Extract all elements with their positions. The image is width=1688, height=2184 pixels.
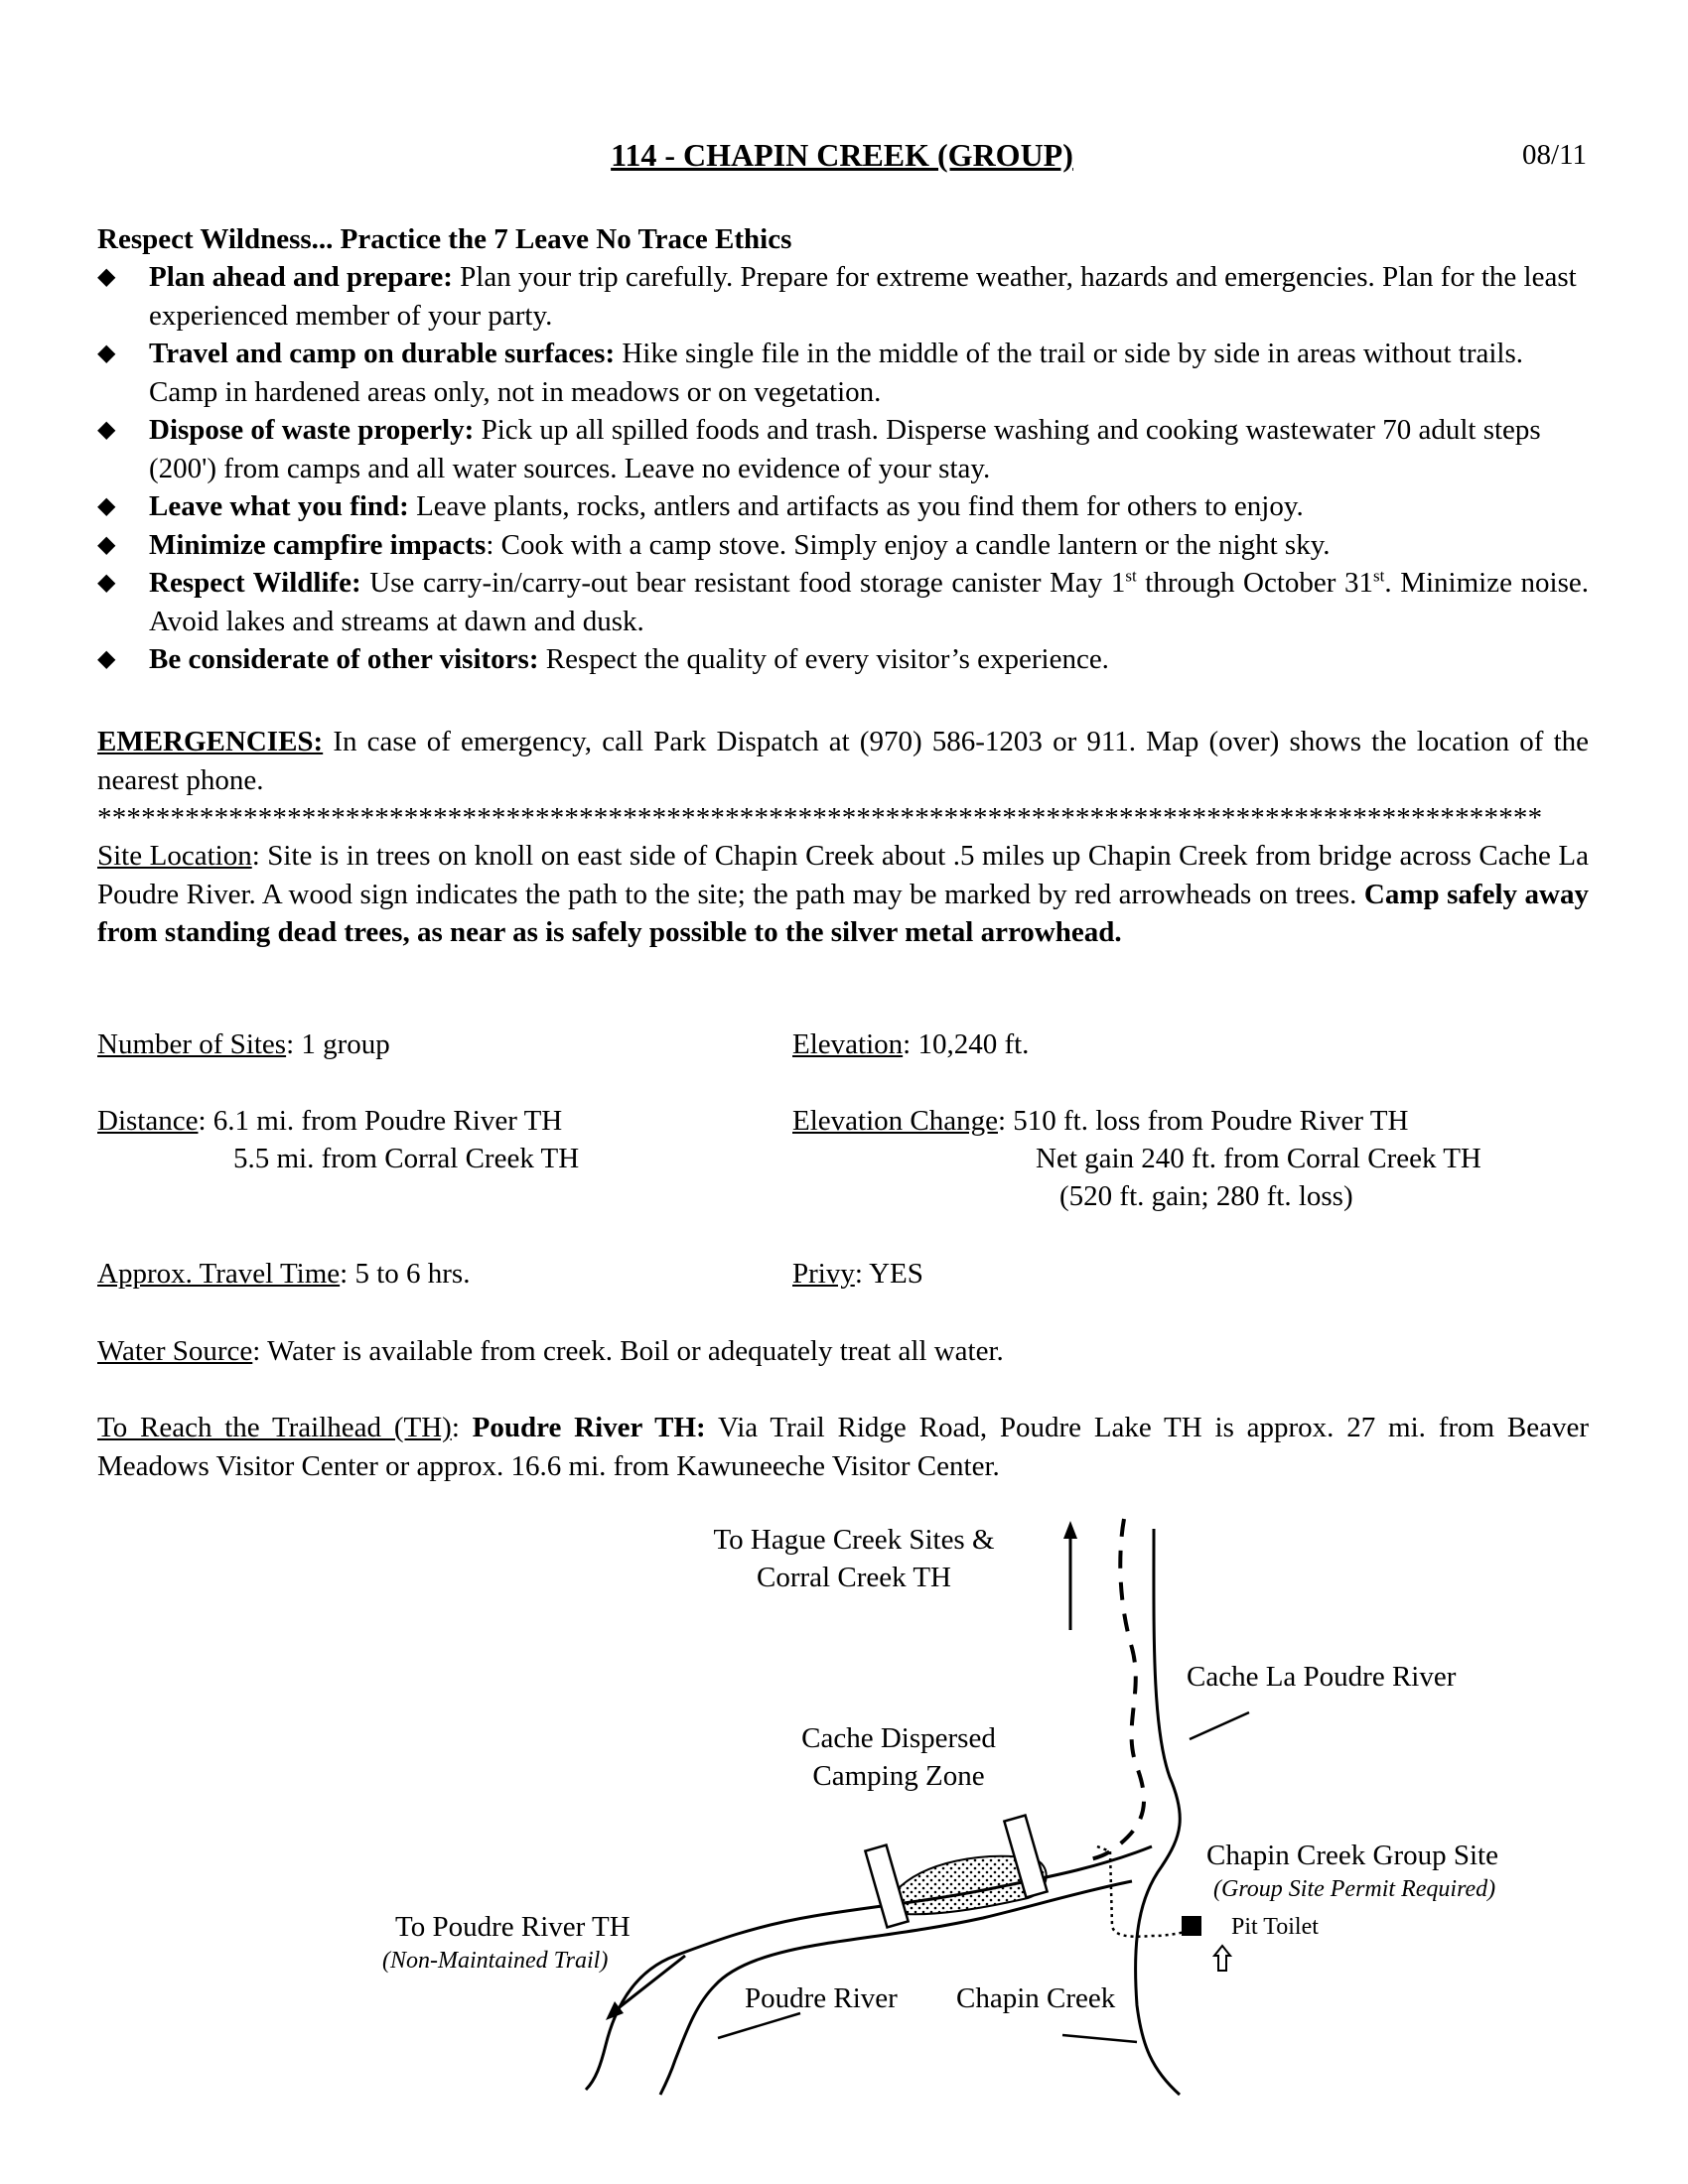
trailhead-directions xyxy=(97,1409,1589,1485)
diamond-bullet-icon: ◆ xyxy=(97,570,116,596)
ordinal-suffix: st xyxy=(1125,566,1137,586)
fact-colon: : xyxy=(451,1412,473,1443)
map-label-dispersed-zone xyxy=(755,1719,1043,1795)
elevation xyxy=(792,1025,1029,1064)
fact-label: To Reach the Trailhead (TH) xyxy=(97,1412,452,1443)
fact-value: : 6.1 mi. from Poudre River TH xyxy=(198,1105,563,1137)
fact-label: Approx. Travel Time xyxy=(97,1258,341,1290)
lnt-item xyxy=(97,640,1589,679)
site-path-dotted xyxy=(1097,1846,1190,1937)
lnt-item-label: Minimize campfire impacts xyxy=(149,528,487,561)
elevation-change-line-2: Net gain 240 ft. from Corral Creek TH xyxy=(1036,1143,1481,1174)
north-arrow-icon xyxy=(1063,1521,1077,1630)
map-label-poudre-river: Poudre River xyxy=(745,1982,898,2014)
lnt-item-text: . Minimize noise. Avoid lakes and streams at dawn and dusk. xyxy=(149,567,1589,637)
map-note-permit: (Group Site Permit Required) xyxy=(1213,1876,1496,1902)
site-location-label: Site Location xyxy=(97,840,252,872)
lnt-item xyxy=(97,526,1589,565)
map-label-line: To Hague Creek Sites & xyxy=(713,1524,995,1556)
travel-time xyxy=(97,1255,470,1294)
pit-toilet-icon xyxy=(1214,1946,1230,1971)
fact-value: : 10,240 ft. xyxy=(903,1028,1030,1060)
map-label-line: Camping Zone xyxy=(812,1760,985,1792)
lnt-item-text: through October 31 xyxy=(1136,567,1374,599)
lnt-list xyxy=(97,258,1589,679)
emergencies-text: In case of emergency, call Park Dispatch at (970) 586-1203 or 911. Map (over) shows the location of the nearest phone. xyxy=(97,726,1589,796)
fact-value: : YES xyxy=(854,1258,923,1290)
poudre-th-arrow-icon xyxy=(606,1956,685,2020)
map-label-chapin-creek: Chapin Creek xyxy=(956,1982,1116,2014)
diamond-bullet-icon: ◆ xyxy=(97,531,116,558)
title-row xyxy=(97,137,1587,181)
fact-value: : 5 to 6 hrs. xyxy=(340,1258,471,1290)
lnt-item xyxy=(97,411,1589,487)
lnt-heading: Respect Wildness... Practice the 7 Leave No Trace Ethics xyxy=(97,223,792,255)
site-map xyxy=(0,1489,1688,2105)
fact-value: : 1 group xyxy=(286,1028,390,1060)
lnt-item-text: Leave plants, rocks, antlers and artifacts as you find them for others to enjoy. xyxy=(416,490,1304,522)
lnt-item-text: Respect the quality of every visitor’s experience. xyxy=(545,643,1109,675)
water-source xyxy=(97,1332,1004,1371)
lnt-item-label: Plan ahead and prepare: xyxy=(149,261,453,293)
map-label-cache-river: Cache La Poudre River xyxy=(1187,1661,1457,1693)
elevation-change xyxy=(792,1102,1408,1141)
lnt-item xyxy=(97,335,1589,411)
lnt-item-label: Respect Wildlife: xyxy=(149,567,361,599)
page-title: 114 - CHAPIN CREEK (GROUP) xyxy=(611,137,1073,173)
fact-label: Number of Sites xyxy=(97,1028,287,1060)
fact-label: Distance xyxy=(97,1105,199,1137)
ordinal-suffix: st xyxy=(1373,566,1385,586)
lnt-item xyxy=(97,258,1589,335)
fact-label: Elevation Change xyxy=(792,1105,998,1137)
diamond-bullet-icon: ◆ xyxy=(97,341,116,366)
lnt-item-text: : Cook with a camp stove. Simply enjoy a candle lantern or the night sky. xyxy=(486,528,1331,561)
site-location-section xyxy=(97,837,1589,952)
site-location-text: : Site is in trees on knoll on east side of Chapin Creek about .5 miles up Chapin Creek from bridge across Cache La Poudre River. A wood sign indicates the path to the site; the path may be marked by red arrowheads on trees. xyxy=(97,840,1589,910)
fact-value: : Water is available from creek. Boil or adequately treat all water. xyxy=(252,1335,1004,1367)
trail-dashed-line xyxy=(1082,1519,1144,1861)
lnt-item-text: Pick up all spilled foods and trash. Disperse washing and cooking wastewater 70 adult steps (200') from camps and all water sources. Leave no evidence of your stay. xyxy=(149,414,1541,484)
map-label-pit-toilet: Pit Toilet xyxy=(1231,1914,1319,1940)
map-label-line: Cache Dispersed xyxy=(801,1722,996,1754)
map-label-line: Corral Creek TH xyxy=(757,1562,951,1593)
privy xyxy=(792,1255,923,1294)
number-of-sites xyxy=(97,1025,390,1064)
lnt-item-label: Dispose of waste properly: xyxy=(149,414,475,446)
lnt-item-label: Travel and camp on durable surfaces: xyxy=(149,338,616,369)
diamond-bullet-icon: ◆ xyxy=(97,264,116,290)
diamond-bullet-icon: ◆ xyxy=(97,417,116,443)
lnt-item-text: Hike single file in the middle of the trail or side by side in areas without trails. Camp in hardened areas only, not in meadows or on vegetation. xyxy=(149,338,1524,408)
emergencies-section xyxy=(97,723,1589,799)
lnt-item-text: Use carry-in/carry-out bear resistant food storage canister May 1 xyxy=(369,567,1126,599)
separator: *************************************************************************************************** xyxy=(97,802,1543,834)
distance xyxy=(97,1102,562,1141)
fact-label: Water Source xyxy=(97,1335,253,1367)
cache-river-leader xyxy=(1190,1712,1249,1739)
chapin-creek-leader xyxy=(1062,2035,1137,2042)
site-location-warning: Camp safely away from standing dead trees, as near as is safely possible to the silver metal arrowhead. xyxy=(97,878,1589,948)
distance-line-2: 5.5 mi. from Corral Creek TH xyxy=(233,1143,580,1174)
diamond-bullet-icon: ◆ xyxy=(97,493,116,519)
map-note-non-maintained: (Non-Maintained Trail) xyxy=(382,1948,609,1974)
diamond-bullet-icon: ◆ xyxy=(97,646,116,672)
elevation-change-line-3: (520 ft. gain; 280 ft. loss) xyxy=(1059,1180,1353,1212)
group-site-marker xyxy=(1182,1916,1201,1936)
lnt-item xyxy=(97,487,1589,526)
fact-label: Privy xyxy=(792,1258,855,1290)
fact-label: Elevation xyxy=(792,1028,904,1060)
map-label-poudre-th: To Poudre River TH xyxy=(395,1911,631,1943)
lnt-item-text: Plan your trip carefully. Prepare for extreme weather, hazards and emergencies. Plan for the least experienced member of your party. xyxy=(149,261,1577,332)
map-label-group-site: Chapin Creek Group Site xyxy=(1206,1840,1498,1871)
fact-value: Via Trail Ridge Road, Poudre Lake TH is approx. 27 mi. from Beaver Meadows Visitor Center or approx. 16.6 mi. from Kawuneeche Visitor Center. xyxy=(97,1412,1589,1482)
trailhead-name: Poudre River TH: xyxy=(472,1412,706,1443)
map-label-north xyxy=(685,1521,1023,1596)
fact-value: : 510 ft. loss from Poudre River TH xyxy=(997,1105,1409,1137)
emergencies-label: EMERGENCIES: xyxy=(97,726,324,757)
lnt-item-label: Be considerate of other visitors: xyxy=(149,643,539,675)
revision-date: 08/11 xyxy=(1522,139,1587,171)
lnt-item xyxy=(97,564,1589,640)
lnt-item-label: Leave what you find: xyxy=(149,490,409,522)
